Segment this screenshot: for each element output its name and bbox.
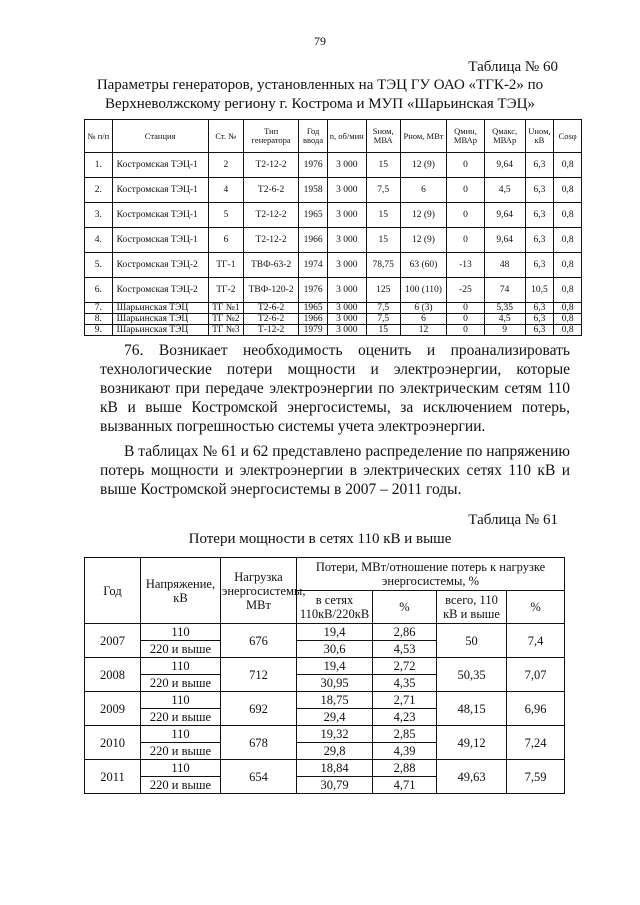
loss-pct-cell: 4,23 (373, 709, 437, 726)
table-cell: Шарьинская ТЭЦ (112, 303, 208, 314)
year-cell: 2011 (85, 760, 141, 794)
table-cell: 4,5 (484, 178, 525, 203)
table-cell: 15 (366, 153, 400, 178)
table-row (85, 153, 582, 178)
table-cell: 7,5 (366, 314, 400, 325)
table-cell: 3 000 (327, 303, 366, 314)
table-cell: 48 (484, 253, 525, 278)
loss-cell: 19,4 (297, 658, 373, 675)
table-cell: 125 (366, 278, 400, 303)
header-cell: Cosφ (554, 120, 582, 153)
table-cell: ТГ №1 (208, 303, 243, 314)
table-row (85, 203, 582, 228)
header-total: всего, 110 кВ и выше (437, 591, 507, 624)
loss-pct-cell: 2,72 (373, 658, 437, 675)
load-cell: 654 (221, 760, 297, 794)
total-pct-cell: 7,59 (507, 760, 565, 794)
table-cell: 74 (484, 278, 525, 303)
table-cell: 7,5 (366, 178, 400, 203)
table-cell: Костромская ТЭЦ-1 (112, 203, 208, 228)
table-row (85, 178, 582, 203)
loss-cell: 30,79 (297, 777, 373, 794)
table-cell: 0 (447, 303, 485, 314)
voltage-cell: 110 (141, 658, 221, 675)
header-cell: Тип генератора (244, 120, 299, 153)
loss-pct-cell: 2,86 (373, 624, 437, 641)
table-cell: 12 (9) (400, 203, 446, 228)
header-cell: Ст. № (208, 120, 243, 153)
table-cell: 6,3 (525, 303, 554, 314)
table-cell: 1966 (299, 314, 328, 325)
header-cell: Qмакс, МВАр (484, 120, 525, 153)
table-row (85, 760, 565, 777)
table-cell: 5. (85, 253, 113, 278)
total-pct-cell: 7,24 (507, 726, 565, 760)
total-loss-cell: 50,35 (437, 658, 507, 692)
total-loss-cell: 48,15 (437, 692, 507, 726)
load-cell: 692 (221, 692, 297, 726)
header-load: Нагрузка энергосистемы, МВт (221, 558, 297, 624)
table-cell: 6,3 (525, 228, 554, 253)
table-cell: 1958 (299, 178, 328, 203)
paragraph-tables-61-62: В таблицах № 61 и 62 представлено распределение по напряжению потерь мощности и электроэнергии в электрических сетях 110 кВ и выше Костромской энергосистемы в 2007 – 2011 годы. (100, 443, 570, 498)
table-cell: 5,35 (484, 303, 525, 314)
table-row (85, 314, 582, 325)
table-cell: ТВФ-120-2 (244, 278, 299, 303)
load-cell: 712 (221, 658, 297, 692)
loss-cell: 18,84 (297, 760, 373, 777)
table-61-title: Потери мощности в сетях 110 кВ и выше (188, 531, 452, 547)
table-cell: 7. (85, 303, 113, 314)
table-cell: 2 (208, 153, 243, 178)
table-cell: Костромская ТЭЦ-1 (112, 228, 208, 253)
table-cell: 0 (447, 178, 485, 203)
table-cell: Т-12-2 (244, 325, 299, 336)
table-cell: 9. (85, 325, 113, 336)
loss-cell: 18,75 (297, 692, 373, 709)
load-cell: 676 (221, 624, 297, 658)
year-cell: 2007 (85, 624, 141, 658)
table-row (85, 278, 582, 303)
table-cell: 6,3 (525, 314, 554, 325)
table-cell: 1966 (299, 228, 328, 253)
loss-cell: 19,4 (297, 624, 373, 641)
table-cell: ТГ №3 (208, 325, 243, 336)
table-cell: 0 (447, 325, 485, 336)
table-cell: 0,8 (554, 153, 582, 178)
table-row (85, 726, 565, 743)
table-row (85, 624, 565, 641)
table-cell: 12 (9) (400, 228, 446, 253)
header-cell: Qмин, МВАр (447, 120, 485, 153)
table-cell: Костромская ТЭЦ-2 (112, 278, 208, 303)
table-cell: 0,8 (554, 203, 582, 228)
table-cell: 63 (60) (400, 253, 446, 278)
table-cell: 100 (110) (400, 278, 446, 303)
table-cell: 6,3 (525, 153, 554, 178)
table-row (85, 658, 565, 675)
year-cell: 2009 (85, 692, 141, 726)
table-60-title-line1: Параметры генераторов, установленных на ТЭЦ ГУ ОАО «ТГК-2» по (96, 77, 544, 93)
voltage-cell: 220 и выше (141, 709, 221, 726)
table-row (85, 692, 565, 709)
table-cell: 4,5 (484, 314, 525, 325)
page-number: 79 (314, 34, 326, 48)
table-cell: 9,64 (484, 153, 525, 178)
table-cell: 6,3 (525, 325, 554, 336)
table-cell: 3 000 (327, 203, 366, 228)
total-loss-cell: 49,12 (437, 726, 507, 760)
voltage-cell: 110 (141, 726, 221, 743)
table-cell: 3 000 (327, 228, 366, 253)
table-cell: Т2-12-2 (244, 153, 299, 178)
table-cell: Т2-6-2 (244, 314, 299, 325)
header-cell: № п/п (85, 120, 113, 153)
table-row (85, 228, 582, 253)
loss-cell: 19,32 (297, 726, 373, 743)
table-cell: ТГ-1 (208, 253, 243, 278)
header-cell: Год ввода (299, 120, 328, 153)
table-cell: 6,3 (525, 203, 554, 228)
table-cell: 15 (366, 203, 400, 228)
voltage-cell: 220 и выше (141, 743, 221, 760)
table-60-header-row (85, 120, 582, 153)
table-cell: 3 000 (327, 278, 366, 303)
table-cell: 78,75 (366, 253, 400, 278)
table-60-number: Таблица № 60 (468, 59, 558, 75)
table-cell: Т2-6-2 (244, 303, 299, 314)
table-cell: -25 (447, 278, 485, 303)
header-year: Год (85, 558, 141, 624)
loss-pct-cell: 4,39 (373, 743, 437, 760)
table-cell: 12 (9) (400, 153, 446, 178)
total-loss-cell: 49,63 (437, 760, 507, 794)
loss-pct-cell: 2,71 (373, 692, 437, 709)
header-cell: Sном, МВА (366, 120, 400, 153)
year-cell: 2008 (85, 658, 141, 692)
voltage-cell: 110 (141, 760, 221, 777)
table-cell: 8. (85, 314, 113, 325)
header-cell: Станция (112, 120, 208, 153)
table-cell: 3 000 (327, 325, 366, 336)
table-61-number: Таблица № 61 (468, 512, 558, 528)
table-cell: 12 (400, 325, 446, 336)
table-row (85, 303, 582, 314)
table-cell: 9 (484, 325, 525, 336)
table-cell: 5 (208, 203, 243, 228)
table-cell: 0,8 (554, 303, 582, 314)
table-cell: 1979 (299, 325, 328, 336)
voltage-cell: 220 и выше (141, 777, 221, 794)
total-loss-cell: 50 (437, 624, 507, 658)
table-cell: Т2-12-2 (244, 203, 299, 228)
loss-cell: 29,8 (297, 743, 373, 760)
table-cell: 6 (208, 228, 243, 253)
loss-pct-cell: 4,35 (373, 675, 437, 692)
table-cell: 9,64 (484, 228, 525, 253)
table-cell: 4 (208, 178, 243, 203)
header-pct: % (373, 591, 437, 624)
table-cell: 1965 (299, 203, 328, 228)
table-cell: 3 000 (327, 253, 366, 278)
table-cell: 0 (447, 314, 485, 325)
table-cell: 6 (400, 314, 446, 325)
table-row (85, 325, 582, 336)
header-in-networks: в сетях 110кВ/220кВ (297, 591, 373, 624)
table-cell: Т2-6-2 (244, 178, 299, 203)
table-61-header-row-1 (85, 558, 565, 591)
table-cell: 3 000 (327, 178, 366, 203)
table-cell: 1974 (299, 253, 328, 278)
table-cell: 6 (3) (400, 303, 446, 314)
total-pct-cell: 7,07 (507, 658, 565, 692)
table-cell: 1965 (299, 303, 328, 314)
loss-cell: 29,4 (297, 709, 373, 726)
table-cell: 0 (447, 153, 485, 178)
table-cell: Шарьинская ТЭЦ (112, 325, 208, 336)
table-cell: 6. (85, 278, 113, 303)
header-cell: Uном, кВ (525, 120, 554, 153)
voltage-cell: 110 (141, 624, 221, 641)
table-cell: 9,64 (484, 203, 525, 228)
table-cell: 3 000 (327, 153, 366, 178)
header-voltage: Напряжение, кВ (141, 558, 221, 624)
table-cell: 0,8 (554, 325, 582, 336)
header-cell: Рном, МВт (400, 120, 446, 153)
header-cell: n, об/мин (327, 120, 366, 153)
loss-pct-cell: 4,71 (373, 777, 437, 794)
table-60-title-line2: Верхневолжскому региону г. Кострома и МУП «Шарьинская ТЭЦ» (105, 96, 535, 112)
table-cell: 10,5 (525, 278, 554, 303)
table-cell: Костромская ТЭЦ-2 (112, 253, 208, 278)
total-pct-cell: 7,4 (507, 624, 565, 658)
generator-parameters-table (84, 119, 582, 336)
load-cell: 678 (221, 726, 297, 760)
paragraph-76: 76. Возникает необходимость оценить и проанализировать технологические потери мощности и электроэнергии, которые возникают при передаче электроэнергии по электрическим сетям 110 кВ и выше Костромской энергосистемы, за исключением потерь, вызванных погрешностью системы учета электроэнергии. (100, 342, 570, 435)
loss-pct-cell: 2,85 (373, 726, 437, 743)
table-cell: 3. (85, 203, 113, 228)
voltage-cell: 110 (141, 692, 221, 709)
power-losses-table (84, 557, 565, 794)
table-cell: 15 (366, 325, 400, 336)
table-cell: 0,8 (554, 278, 582, 303)
table-cell: Т2-12-2 (244, 228, 299, 253)
table-cell: 0,8 (554, 178, 582, 203)
table-cell: 0,8 (554, 253, 582, 278)
table-cell: 4. (85, 228, 113, 253)
table-cell: 7,5 (366, 303, 400, 314)
table-cell: 0,8 (554, 228, 582, 253)
table-cell: Костромская ТЭЦ-1 (112, 178, 208, 203)
table-cell: ТВФ-63-2 (244, 253, 299, 278)
table-cell: 3 000 (327, 314, 366, 325)
table-cell: 1976 (299, 278, 328, 303)
year-cell: 2010 (85, 726, 141, 760)
voltage-cell: 220 и выше (141, 675, 221, 692)
table-cell: 6,3 (525, 253, 554, 278)
table-cell: 15 (366, 228, 400, 253)
loss-pct-cell: 2,88 (373, 760, 437, 777)
table-cell: 1. (85, 153, 113, 178)
table-cell: 0 (447, 203, 485, 228)
table-cell: ТГ-2 (208, 278, 243, 303)
loss-cell: 30,95 (297, 675, 373, 692)
table-row (85, 253, 582, 278)
table-cell: Костромская ТЭЦ-1 (112, 153, 208, 178)
table-cell: 0 (447, 228, 485, 253)
table-cell: 1976 (299, 153, 328, 178)
header-losses: Потери, МВт/отношение потерь к нагрузке энергосистемы, % (297, 558, 565, 591)
table-cell: Шарьинская ТЭЦ (112, 314, 208, 325)
table-cell: 0,8 (554, 314, 582, 325)
table-cell: -13 (447, 253, 485, 278)
total-pct-cell: 6,96 (507, 692, 565, 726)
loss-pct-cell: 4,53 (373, 641, 437, 658)
loss-cell: 30,6 (297, 641, 373, 658)
voltage-cell: 220 и выше (141, 641, 221, 658)
table-cell: 6 (400, 178, 446, 203)
table-cell: 6,3 (525, 178, 554, 203)
table-cell: 2. (85, 178, 113, 203)
header-total-pct: % (507, 591, 565, 624)
table-cell: ТГ №2 (208, 314, 243, 325)
